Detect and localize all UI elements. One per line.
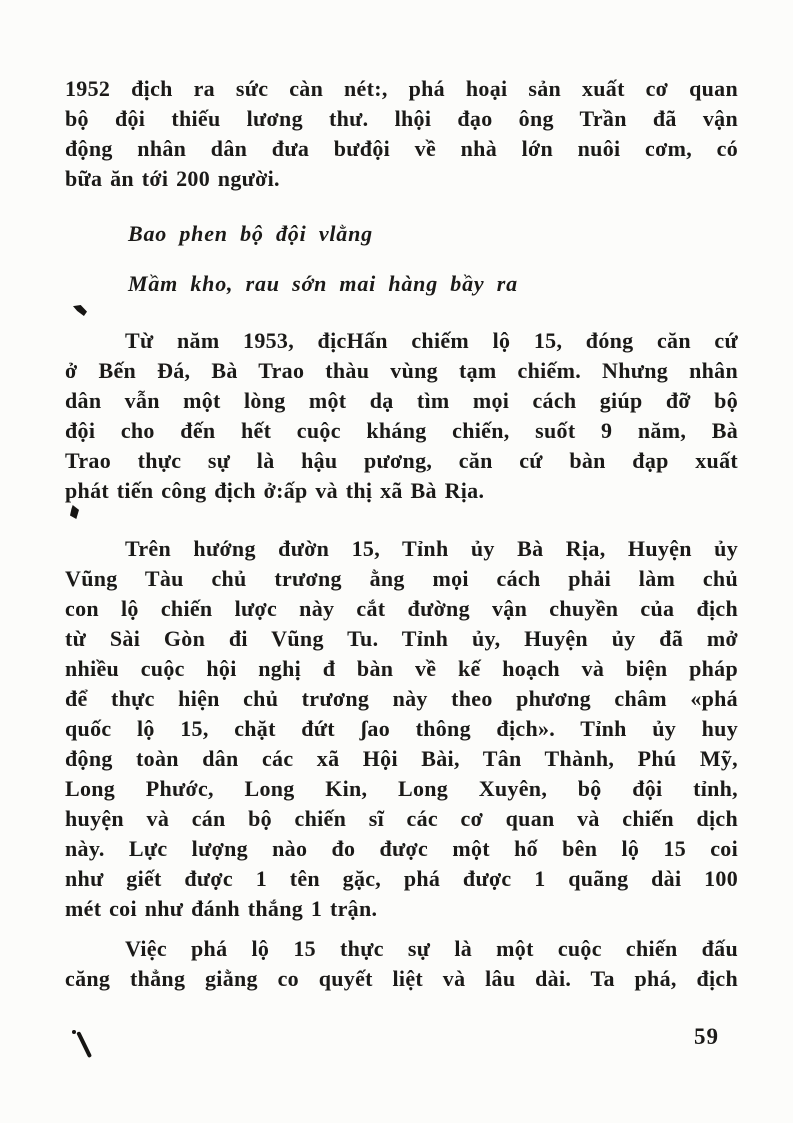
text-line: nhiều cuộc hội nghị đ bàn về kế hoạch và biện pháp — [65, 656, 738, 681]
text-line: bữa ăn tới 200 người. — [65, 166, 280, 191]
paragraph — [65, 934, 738, 994]
text-line: này. Lực lượng nào đo được một hố bên lộ 15 coi — [65, 836, 738, 861]
paragraph — [65, 326, 738, 506]
verse-line: Bao phen bộ đội vlằng — [128, 221, 373, 246]
text-line: Long Phước, Long Kin, Long Xuyên, bộ đội tỉnh, — [65, 776, 738, 801]
text-line: huyện và cán bộ chiến sĩ các cơ quan và chiến dịch — [65, 806, 738, 831]
text-line: căng thẳng giằng co quyết liệt và lâu dài. Ta phá, địch — [65, 966, 738, 991]
text-block — [65, 0, 738, 994]
text-line: Vũng Tàu chủ trương ằng mọi cách phải làm chủ — [65, 566, 738, 591]
text-line: để thực hiện chủ trương này theo phương châm «phá — [65, 686, 738, 711]
text-line: dân vẫn một lòng một dạ tìm mọi cách giúp đỡ bộ — [65, 388, 738, 413]
text-line: ở Bến Đá, Bà Trao thàu vùng tạm chiếm. Nhưng nhân — [65, 358, 738, 383]
verse-line: Mầm kho, rau sớn mai hàng bầy ra — [128, 271, 518, 296]
ink-mark — [76, 1031, 92, 1058]
text-line: quốc lộ 15, chặt đứt ʃao thông địch». Tỉnh ủy huy — [65, 716, 738, 741]
paragraph — [65, 534, 738, 924]
verse-couplet — [65, 219, 738, 299]
text-line: Việc phá lộ 15 thực sự là một cuộc chiến đấu — [125, 936, 738, 961]
text-line: từ Sài Gòn đi Vũng Tu. Tỉnh ủy, Huyện ủy đã mở — [65, 626, 738, 651]
text-line: đội cho đến hết cuộc kháng chiến, suốt 9 năm, Bà — [65, 418, 738, 443]
text-line: con lộ chiến lược này cắt đường vận chuyền của địch — [65, 596, 738, 621]
text-line: Trao thực sự là hậu pương, căn cứ bàn đạp xuất — [65, 448, 738, 473]
page-number: 59 — [694, 1024, 719, 1049]
text-line: 1952 địch ra sức càn nét:, phá hoại sản xuất cơ quan — [65, 76, 738, 101]
text-line: mét coi như đánh thắng 1 trận. — [65, 896, 378, 921]
text-line: phát tiến công địch ở:ấp và thị xã Bà Rịa. — [65, 478, 485, 503]
text-line: động toàn dân các xã Hội Bài, Tân Thành, Phú Mỹ, — [65, 746, 738, 771]
text-line: Từ năm 1953, địcHấn chiếm lộ 15, đóng căn cứ — [125, 328, 738, 353]
ink-mark — [72, 1030, 76, 1034]
text-line: bộ đội thiếu lương thư. lhội đạo ông Trần đã vận — [65, 106, 738, 131]
text-line: động nhân dân đưa bưđội về nhà lớn nuôi cơm, có — [65, 136, 738, 161]
text-line: Trên hướng đườn 15, Tỉnh ủy Bà Rịa, Huyện ủy — [125, 536, 738, 561]
text-line: như giết được 1 tên gặc, phá được 1 quãng dài 100 — [65, 866, 738, 891]
paragraph — [65, 74, 738, 194]
